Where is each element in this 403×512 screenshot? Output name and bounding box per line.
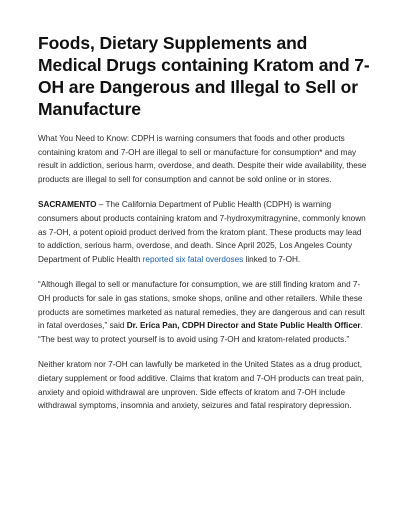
fatal-overdoses-link[interactable]: reported six fatal overdoses: [142, 254, 244, 264]
intro-text: – The California Department of Public Health (CDPH) is warning consumers about products containing kratom and 7-hydroxymitragynine, commonly known as 7-OH, a potent opioid product derived from the kratom plant. These products may lead to addiction, serious harm, overdose, and death. Since April 2025, Los Angeles County Department of Public Health: [38, 200, 366, 264]
quote-start: “Although illegal to sell or manufacture for consumption, we are still finding kratom and 7-OH products for sale in gas stations, smoke shops, online and other retailers. While these products are sometimes marketed as natural remedies, they are dangerous and can result in fatal overdoses,” said: [38, 280, 365, 331]
quote-paragraph: [38, 278, 370, 346]
dateline: SACRAMENTO: [38, 200, 97, 210]
intro-text-end: linked to 7-OH.: [243, 254, 301, 264]
article-title: Foods, Dietary Supplements and Medical Drugs containing Kratom and 7-OH are Dangerous and Illegal to Sell or Manufacture: [38, 33, 370, 119]
quote-end: . “The best way to protect yourself is to avoid using 7-OH and kratom-related products.”: [38, 321, 363, 344]
legal-status-paragraph: Neither kratom nor 7-OH can lawfully be marketed in the United States as a drug product, dietary supplement or food additive. Claims that kratom and 7-OH products can treat pain, anxiety and opioid withdrawal are unproven. Side effects of kratom and 7-OH include withdrawal symptoms, insomnia and anxiety, seizures and fatal respiratory depression.: [38, 360, 364, 411]
speaker-name: Dr. Erica Pan, CDPH Director and State Public Health Officer: [126, 321, 361, 331]
intro-paragraph: [38, 198, 370, 266]
summary-paragraph: What You Need to Know: CDPH is warning consumers that foods and other products containing kratom and 7-OH are illegal to sell or manufacture for consumption* and may result in addiction, serious harm, overdose, and death. Despite their wide availability, these products are illegal to sell for consumption and cannot be sold online or in stores.: [38, 134, 367, 184]
